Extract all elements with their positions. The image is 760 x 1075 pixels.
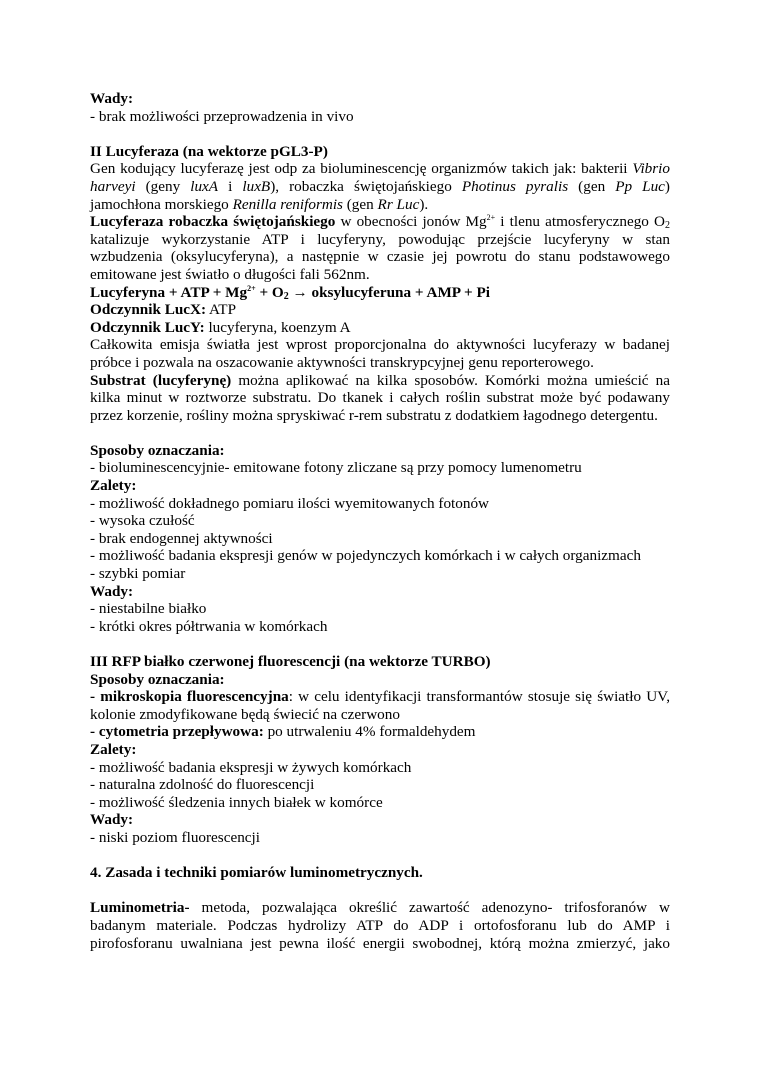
paragraph-line: Lucyferaza robaczka świętojańskiego w obecności jonów $Mg^{2+}$ i tlenu atmosferycznego $O_2$ [90,213,670,232]
paragraph-line: kolonie zmodyfikowane będą świecić na czerwono [90,705,400,723]
wady-heading: Wady: [90,582,134,600]
paragraph-line: Gen kodujący lucyferazę jest odp za bioluminescencję organizmów takich jak: bakterii Vibrio [90,160,670,178]
list-item: - niestabilne białko [90,600,207,618]
section-heading-luminometria: 4. Zasada i techniki pomiarów luminometrycznych. [90,864,423,882]
reagent-lucy: Odczynnik LucY: lucyferyna, koenzym A [90,318,351,336]
wady-heading: Wady: [90,90,134,107]
zalety-heading: Zalety: [90,477,137,495]
list-item: - naturalna zdolność do fluorescencji [90,776,315,794]
paragraph-line: harveyi (geny luxA i luxB), robaczka świętojańskiego Photinus pyralis (gen Pp Luc) [90,177,670,195]
reaction-equation: Lucyferyna + ATP + $Mg^{2+} + O_2$ → oksylucyferuna + AMP + Pi [90,283,490,302]
paragraph-line: - cytometria przepływowa: po utrwaleniu 4% formaldehydem [90,723,476,741]
wady-heading: Wady: [90,811,134,829]
list-item: - brak endogennej aktywności [90,529,273,547]
paragraph-line: katalizuje wykorzystanie ATP i lucyferyny, powodując przejście lucyferyny w stan [90,230,670,248]
list-item: - krótki okres półtrwania w komórkach [90,617,328,635]
list-item: - bioluminescencyjnie- emitowane fotony zliczane są przy pomocy lumenometru [90,459,582,477]
paragraph-line: kilka minut w roztworze substratu. Do tkanek i całych roślin substrat może być podawany [90,389,670,407]
list-item: - możliwość śledzenia innych białek w komórce [90,793,383,811]
section-heading-lucyferaza: II Lucyferaza (na wektorze pGL3-P) [90,142,328,160]
list-item: - możliwość dokładnego pomiaru ilości wyemitowanych fotonów [90,494,490,512]
paragraph-line: Substrat (lucyferynę) można aplikować na kilka sposobów. Komórki można umieścić na [90,371,670,389]
paragraph-line: wzbudzenia (oksylucyferyna), a następnie w czasie jej powrotu do stanu podstawowego [90,248,670,266]
list-item: - niski poziom fluorescencji [90,828,260,846]
section-heading-rfp: III RFP białko czerwonej fluorescencji (na wektorze TURBO) [90,653,491,670]
paragraph-line: Całkowita emisja światła jest wprost proporcjonalna do aktywności lucyferazy w badanej [90,336,670,354]
list-item: - szybki pomiar [90,565,186,583]
paragraph-line: - mikroskopia fluorescencyjna: w celu identyfikacji transformantów stosuje się światło UV, [90,688,670,706]
list-item: - możliwość badania ekspresji w żywych komórkach [90,758,412,776]
paragraph-line: jamochłona morskiego Renilla reniformis (gen Rr Luc). [90,195,429,213]
zalety-heading: Zalety: [90,740,137,758]
sposoby-heading: Sposoby oznaczania: [90,670,225,688]
list-item: - wysoka czułość [90,512,195,530]
reagent-lucx: Odczynnik LucX: ATP [90,301,237,319]
sposoby-heading: Sposoby oznaczania: [90,441,225,459]
list-item: - brak możliwości przeprowadzenia in vivo [90,107,354,125]
document-page [90,90,670,952]
paragraph-line: badanym materiale. Podczas hydrolizy ATP do ADP i ortofosforanu lub do AMP i [90,916,670,934]
paragraph-line: emitowane jest światło o długości fali 562nm. [90,265,370,283]
paragraph-line: Luminometria- metoda, pozwalająca określić zawartość adenozyno- trifosforanów w [90,899,670,917]
paragraph-line: przez korzenie, rośliny można spryskiwać r-rem substratu z dodatkiem łagodnego detergentu. [90,406,658,424]
paragraph-line: pirofosforanu uwalniana jest pewna ilość energii swobodnej, którą można zmierzyć, jako [90,934,670,952]
paragraph-line: próbce i pozwala na oszacowanie aktywności transkrypcyjnej genu reporterowego. [90,353,594,371]
list-item: - możliwość badania ekspresji genów w pojedynczych komórkach i w całych organizmach [90,547,641,565]
